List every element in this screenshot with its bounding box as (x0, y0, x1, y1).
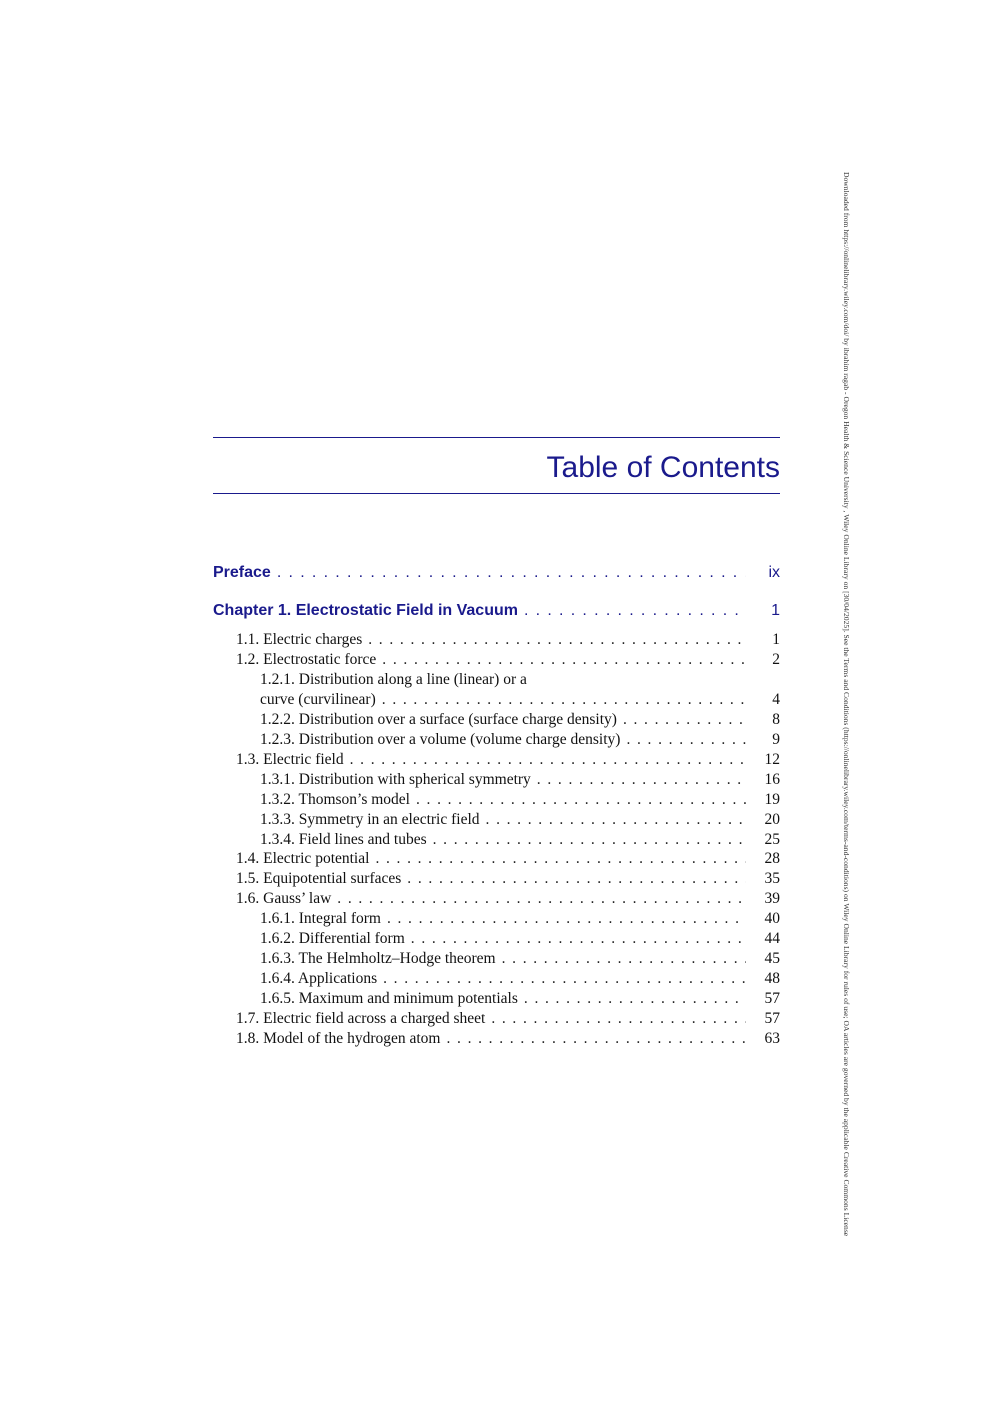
toc-entry-page: 44 (764, 930, 780, 947)
toc-entry-1-7[interactable] (236, 1009, 780, 1029)
toc-entry-page: 35 (764, 870, 780, 887)
dot-leader (387, 909, 746, 929)
toc-entry-1-2[interactable] (236, 650, 780, 670)
toc-entry-label: 1.3.3. Symmetry in an electric field (260, 810, 486, 830)
toc-entry-label: 1.6. Gauss’ law (236, 889, 337, 909)
dot-leader (407, 869, 746, 889)
toc-entry-label: 1.1. Electric charges (236, 630, 368, 650)
dot-leader (277, 563, 746, 583)
toc-entry-page: 25 (764, 831, 780, 848)
toc-entry-label: 1.6.5. Maximum and minimum potentials (260, 989, 524, 1009)
toc-entry-label: 1.2. Electrostatic force (236, 650, 382, 670)
dot-leader (524, 989, 746, 1009)
toc-entry-page: 57 (764, 1010, 780, 1027)
toc-entry-label: 1.7. Electric field across a charged sheet (236, 1009, 491, 1029)
toc-entry-label-continued: curve (curvilinear) (260, 690, 382, 710)
toc-entry-page: 12 (764, 751, 780, 768)
toc-entry-page: 16 (764, 771, 780, 788)
toc-entry-1-3-2[interactable] (260, 790, 780, 810)
download-notice-text: Downloaded from https://onlinelibrary.wiley.com/doi/ by ibrahim ragab - Oregon Health & Science University , Wiley Online Library on [30/04/2025]. See the Terms and Conditions (https://onlinelibrary.wiley.com/terms-and-conditions) on Wiley Online Library for rules of use; OA articles are governed by the applicable Creative Commons License (842, 172, 851, 1237)
page-title: Table of Contents (546, 451, 780, 484)
toc-entry-1-6-5[interactable] (260, 989, 780, 1009)
toc-entry-1-6-2[interactable] (260, 929, 780, 949)
toc-entry-label: Preface (213, 563, 277, 583)
toc-entry-page: 19 (764, 791, 780, 808)
toc-entry-1-3-1[interactable] (260, 770, 780, 790)
toc-entry-1-5[interactable] (236, 869, 780, 889)
dot-leader (626, 730, 746, 750)
dot-leader (375, 849, 746, 869)
toc-entry-page: 40 (764, 910, 780, 927)
dot-leader (337, 889, 746, 909)
toc-entry-label: 1.6.4. Applications (260, 969, 383, 989)
dot-leader (446, 1029, 746, 1049)
toc-entry-label: 1.8. Model of the hydrogen atom (236, 1029, 446, 1049)
toc-entry-page: 57 (764, 990, 780, 1007)
toc-entry-1-3-3[interactable] (260, 810, 780, 830)
toc-entry-page: 4 (772, 691, 780, 708)
toc-entry-preface[interactable] (213, 563, 780, 583)
dot-leader (368, 630, 746, 650)
toc-entry-page: 48 (764, 970, 780, 987)
toc-entry-1-6-3[interactable] (260, 949, 780, 969)
toc-entry-1-6[interactable] (236, 889, 780, 909)
toc-entry-label: 1.3. Electric field (236, 750, 350, 770)
toc-entry-label: 1.5. Equipotential surfaces (236, 869, 407, 889)
dot-leader (537, 770, 746, 790)
dot-leader (486, 810, 746, 830)
toc-entry-page: 2 (772, 651, 780, 668)
dot-leader (383, 969, 746, 989)
toc-entry-page: 1 (772, 631, 780, 648)
toc-entry-label: 1.2.3. Distribution over a volume (volume charge density) (260, 730, 626, 750)
toc-entry-page: 45 (764, 950, 780, 967)
toc-entry-page: 63 (764, 1030, 780, 1047)
dot-leader (623, 710, 746, 730)
title-rule-top (213, 437, 780, 438)
toc-entry-1-8[interactable] (236, 1029, 780, 1049)
toc-entry-page: 28 (764, 850, 780, 867)
dot-leader (411, 929, 746, 949)
toc-entry-1-6-4[interactable] (260, 969, 780, 989)
toc-entry-label: 1.3.2. Thomson’s model (260, 790, 416, 810)
toc-entry-1-3[interactable] (236, 750, 780, 770)
toc-entry-1-2-1[interactable] (260, 690, 780, 710)
toc-entry-label: 1.3.1. Distribution with spherical symmetry (260, 770, 537, 790)
dot-leader (524, 601, 746, 621)
toc-entry-1-2-1-line1[interactable] (260, 670, 780, 690)
toc-entry-label: 1.6.2. Differential form (260, 929, 411, 949)
dot-leader (382, 690, 746, 710)
toc-entry-label: 1.4. Electric potential (236, 849, 375, 869)
dot-leader (502, 949, 746, 969)
toc-entry-label: 1.3.4. Field lines and tubes (260, 830, 433, 850)
toc-entry-page: ix (768, 564, 780, 581)
toc-entry-label: Chapter 1. Electrostatic Field in Vacuum (213, 601, 524, 621)
dot-leader (491, 1009, 746, 1029)
toc-entry-page: 39 (764, 890, 780, 907)
dot-leader (350, 750, 746, 770)
toc-entry-page: 9 (772, 731, 780, 748)
toc-entry-1-2-2[interactable] (260, 710, 780, 730)
dot-leader (382, 650, 746, 670)
toc-entry-page: 20 (764, 811, 780, 828)
toc-entry-label: 1.2.2. Distribution over a surface (surface charge density) (260, 710, 623, 730)
toc-entry-page: 8 (772, 711, 780, 728)
toc-entry-1-2-3[interactable] (260, 730, 780, 750)
download-notice (838, 172, 854, 1238)
toc-entry-1-1[interactable] (236, 630, 780, 650)
dot-leader (416, 790, 746, 810)
toc-entry-page: 1 (771, 602, 780, 619)
toc-entry-1-6-1[interactable] (260, 909, 780, 929)
toc-entry-1-3-4[interactable] (260, 830, 780, 850)
title-rule-bottom (213, 493, 780, 494)
dot-leader (433, 830, 746, 850)
toc-entry-label: 1.6.1. Integral form (260, 909, 387, 929)
toc-entry-chapter-1[interactable] (213, 601, 780, 621)
toc-entry-label: 1.2.1. Distribution along a line (linear) or a (260, 670, 533, 690)
toc-entry-1-4[interactable] (236, 849, 780, 869)
toc-entry-label: 1.6.3. The Helmholtz–Hodge theorem (260, 949, 502, 969)
